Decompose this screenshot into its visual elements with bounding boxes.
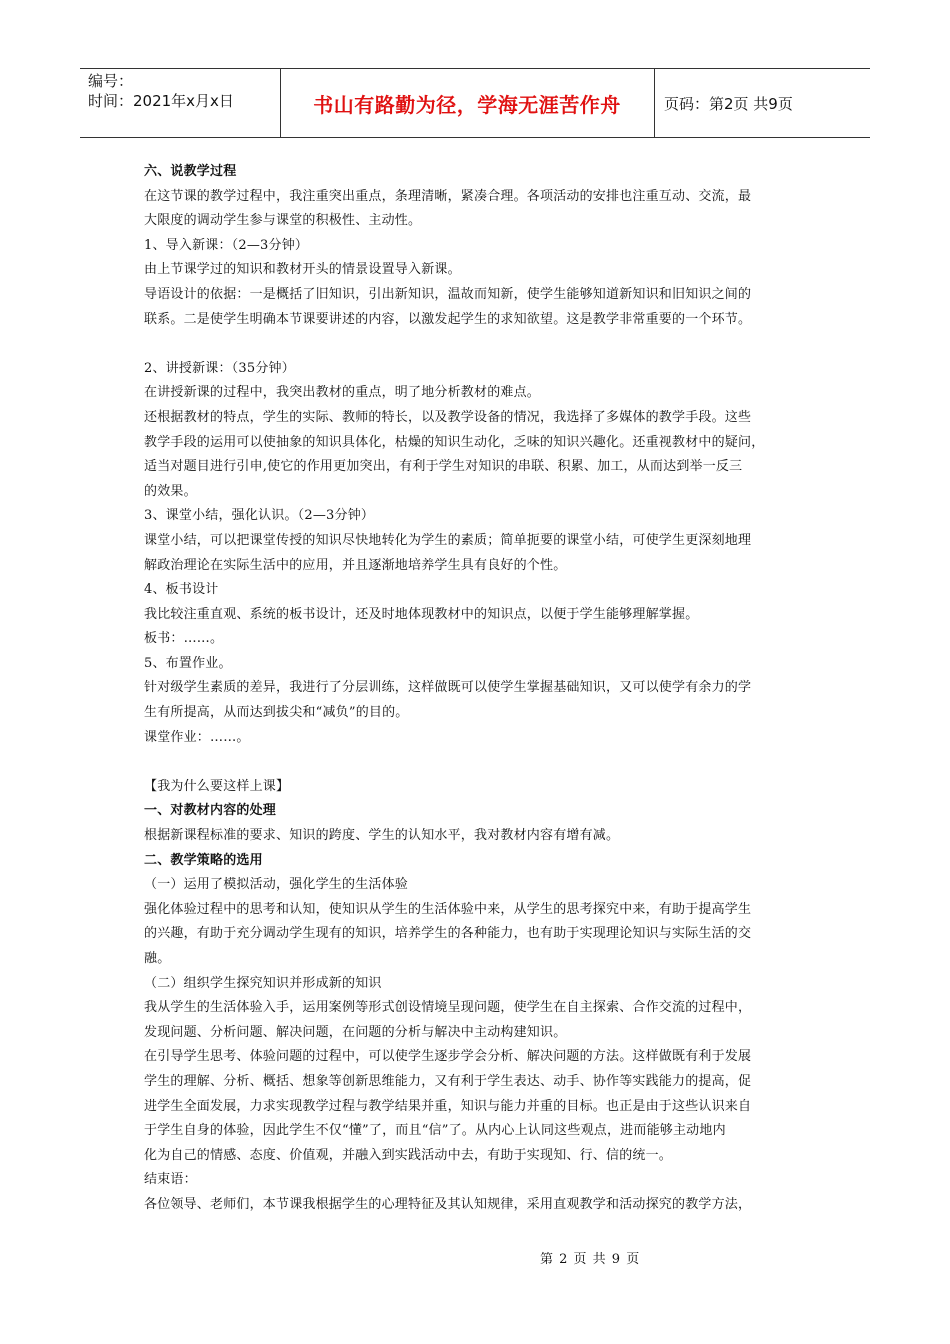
- text-line: 解政治理论在实际生活中的应用，并且逐渐地培养学生具有良好的个性。: [144, 557, 567, 573]
- text-line: 在这节课的教学过程中，我注重突出重点，条理清晰，紧凑合理。各项活动的安排也注重互动、交流，最: [144, 188, 752, 204]
- text-line: 根据新课程标准的要求、知识的跨度、学生的认知水平，我对教材内容有增有减。: [144, 828, 620, 844]
- header-page-info: 页码：第2页 共9页: [664, 94, 793, 113]
- header-divider: [654, 69, 655, 137]
- text-line: 的兴趣，有助于充分调动学生现有的知识，培养学生的各种能力，也有助于实现理论知识与实际生活的交: [144, 926, 752, 942]
- text-line: 在引导学生思考、体验问题的过程中，可以使学生逐步学会分析、解决问题的方法。这样做既有利于发展: [144, 1049, 752, 1065]
- section-heading: 一、对教材内容的处理: [144, 803, 277, 819]
- text-line: 3、课堂小结，强化认识。（2—3分钟）: [144, 508, 375, 524]
- text-line: 生有所提高，从而达到拔尖和“减负”的目的。: [144, 705, 409, 721]
- text-line: 针对级学生素质的差异，我进行了分层训练，这样做既可以使学生掌握基础知识，又可以使学有余力的学: [144, 680, 752, 696]
- blank-line: [144, 332, 814, 357]
- header-table: [80, 68, 870, 138]
- text-line: 适当对题目进行引申,使它的作用更加突出，有利于学生对知识的串联、积累、加工，从而达到举一反三: [144, 459, 743, 475]
- text-line: 强化体验过程中的思考和认知，使知识从学生的生活体验中来，从学生的思考探究中来，有助于提高学生: [144, 901, 752, 917]
- section-heading: 二、教学策略的选用: [144, 852, 263, 868]
- text-line: 联系。二是使学生明确本节课要讲述的内容，以激发起学生的求知欲望。这是教学非常重要的一个环节。: [144, 311, 752, 327]
- number-label: 编号：: [88, 72, 134, 90]
- text-line: 教学手段的运用可以使抽象的知识具体化，枯燥的知识生动化，乏味的知识兴趣化。还重视教材中的疑问，: [144, 434, 765, 450]
- text-line: 2、讲授新课：（35分钟）: [144, 360, 295, 376]
- header-motto: 书山有路勤为径，学海无涯苦作舟: [313, 92, 621, 117]
- text-line: 发现问题、分析问题、解决问题，在问题的分析与解决中主动构建知识。: [144, 1024, 567, 1040]
- text-line: 我从学生的生活体验入手，运用案例等形式创设情境呈现问题，使学生在自主探索、合作交流的过程中，: [144, 1000, 752, 1016]
- text-line: 由上节课学过的知识和教材开头的情景设置导入新课。: [144, 262, 461, 278]
- text-line: 导语设计的依据：一是概括了旧知识，引出新知识，温故而知新，使学生能够知道新知识和旧知识之间的: [144, 286, 752, 302]
- text-line: 的效果。: [144, 483, 197, 499]
- text-line: 于学生自身的体验，因此学生不仅“懂”了，而且“信”了。从内心上认同这些观点，进而能够主动地内: [144, 1123, 726, 1139]
- text-line: 在讲授新课的过程中，我突出教材的重点，明了地分析教材的难点。: [144, 385, 541, 401]
- section-heading: 六、说教学过程: [144, 164, 237, 179]
- text-line: 我比较注重直观、系统的板书设计，还及时地体现教材中的知识点，以便于学生能够理解掌握。: [144, 606, 699, 622]
- text-line: 课堂作业：……。: [144, 729, 250, 745]
- text-line: 5、布置作业。: [144, 655, 232, 671]
- text-line: 融。: [144, 951, 171, 966]
- header-meta: [88, 71, 278, 111]
- blank-line: [144, 750, 814, 775]
- text-line: 课堂小结，可以把课堂传授的知识尽快地转化为学生的素质；简单扼要的课堂小结，可使学生更深刻地理: [144, 532, 752, 548]
- footer-page-number: 第 2 页 共 9 页: [540, 1252, 641, 1267]
- text-line: 学生的理解、分析、概括、想象等创新思维能力，又有利于学生表达、动手、协作等实践能力的提高，促: [144, 1073, 752, 1089]
- date-line: 时间：2021年x月x日: [88, 92, 234, 110]
- text-line: 4、板书设计: [144, 582, 219, 598]
- text-line: 1、导入新课：（2—3分钟）: [144, 237, 309, 253]
- text-line: 大限度的调动学生参与课堂的积极性、主动性。: [144, 213, 422, 229]
- text-line: 结束语：: [144, 1172, 197, 1188]
- text-line: 各位领导、老师们，本节课我根据学生的心理特征及其认知规律，采用直观教学和活动探究的教学方法，: [144, 1196, 752, 1212]
- text-line: 板书：……。: [144, 631, 224, 647]
- text-line: 还根据教材的特点，学生的实际、教师的特长，以及教学设备的情况，我选择了多媒体的教学手段。这些: [144, 409, 752, 425]
- text-line: （一）运用了模拟活动，强化学生的生活体验: [144, 877, 409, 893]
- text-line: （二）组织学生探究知识并形成新的知识: [144, 975, 382, 991]
- document-body: [144, 160, 814, 1218]
- text-line: 化为自己的情感、态度、价值观，并融入到实践活动中去，有助于实现知、行、信的统一。: [144, 1147, 673, 1163]
- text-line: 进学生全面发展，力求实现教学过程与教学结果并重，知识与能力并重的目标。也正是由于这些认识来自: [144, 1098, 752, 1114]
- text-line: 【我为什么要这样上课】: [144, 778, 290, 794]
